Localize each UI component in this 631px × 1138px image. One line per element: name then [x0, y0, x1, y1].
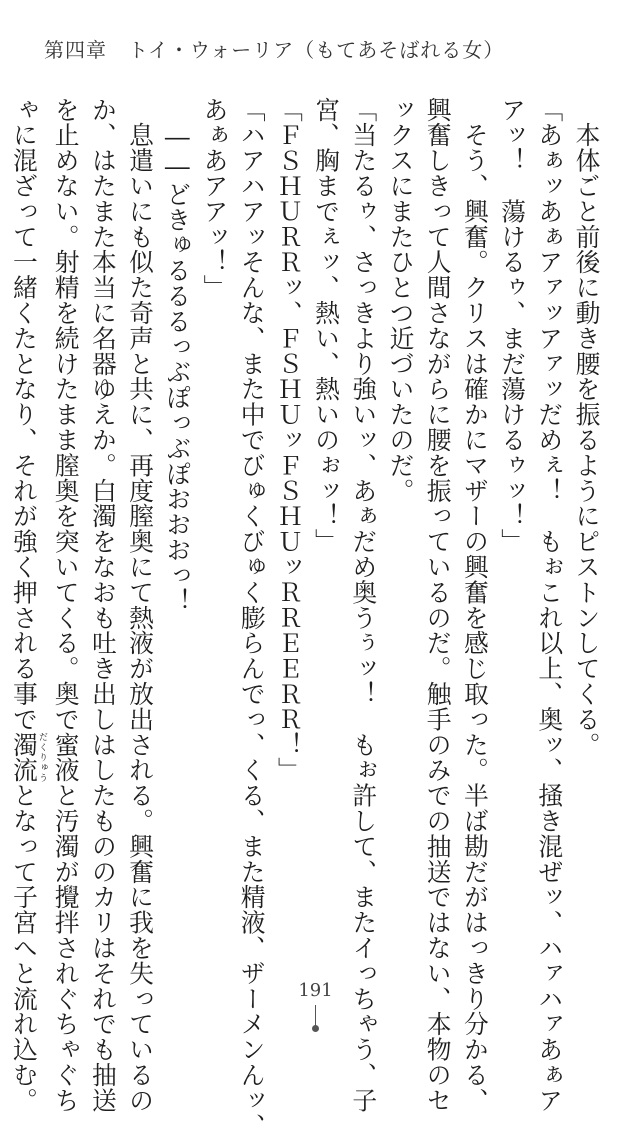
page-number: 191 [298, 980, 333, 1001]
folio-dot [312, 1025, 319, 1032]
text-line-with-ruby: ゃに混ざって一緒くたとなり、それが強く押される事で濁流だくりゅうとなって子宮へと流れ込む。 [9, 97, 47, 1114]
folio-rule [315, 1005, 316, 1027]
text-line: を止めない。射精を続けたまま膣奥を突いてくる。奥で蜜液と汚濁が攪拌されぐちゃぐち [51, 97, 81, 1113]
text-line: 本体ごと前後に動き腰を振るようにピストンしてくる。 [572, 97, 601, 758]
text-line: ックスにまたひとつ近づいたのだ。 [385, 97, 415, 504]
text-line: 「当たるゥ、さっきより強いッ、あぁだめ奥うぅッ！ もぉ許して、またイっちゃう、子 [348, 97, 378, 1113]
text-line: 「あぁッあぁアァッアァッだめぇ！ もぉこれ以上、奥ッ、掻き混ぜッ、ハァハァあぁア [534, 97, 564, 1113]
text-line: 息遣いにも似た奇声と共に、再度膣奥にて熱液が放出される。興奮に我を失っているの [125, 97, 155, 1113]
text-line: ――どきゅるるるっぶぽっぶぽおおおっ！ [162, 97, 192, 614]
text-line: 「ハアハアッそんな、また中でびゅくびゅく膨らんでっ、くる、また精液、ザーメンんッ、 [237, 97, 267, 1138]
text-line: アッ！ 蕩けるゥ、まだ蕩けるゥッ！」 [497, 97, 527, 555]
text-line: 「ＦＳＨＵＲＲッ、ＦＳＨＵッＦＳＨＵッＲＲＥＥＲＲ！」 [274, 97, 304, 783]
ruby-reading: だくりゅう [36, 732, 47, 783]
text-line: あぁあアアッ！」 [199, 97, 229, 301]
text-line: か、はたまた本当に名器ゆえか。白濁をなおも吐き出しはしたもののカリはそれでも抽送 [88, 97, 118, 1113]
text-line: そう、興奮。クリスは確かにマザーの興奮を感じ取った。半ば勘だがはっきり分かる、 [460, 97, 490, 1113]
ruby-annotation: 濁流だくりゅう [9, 732, 47, 783]
text-line: 興奮しきって人間さながらに腰を振っているのだ。触手のみでの抽送ではない、本物のセ [423, 97, 453, 1113]
text-line: 宮、胸までぇッ、熱い、熱いのぉッ！」 [311, 97, 341, 555]
running-head: 第四章 トイ・ウォーリア（もてあそばれる女） [44, 38, 505, 62]
